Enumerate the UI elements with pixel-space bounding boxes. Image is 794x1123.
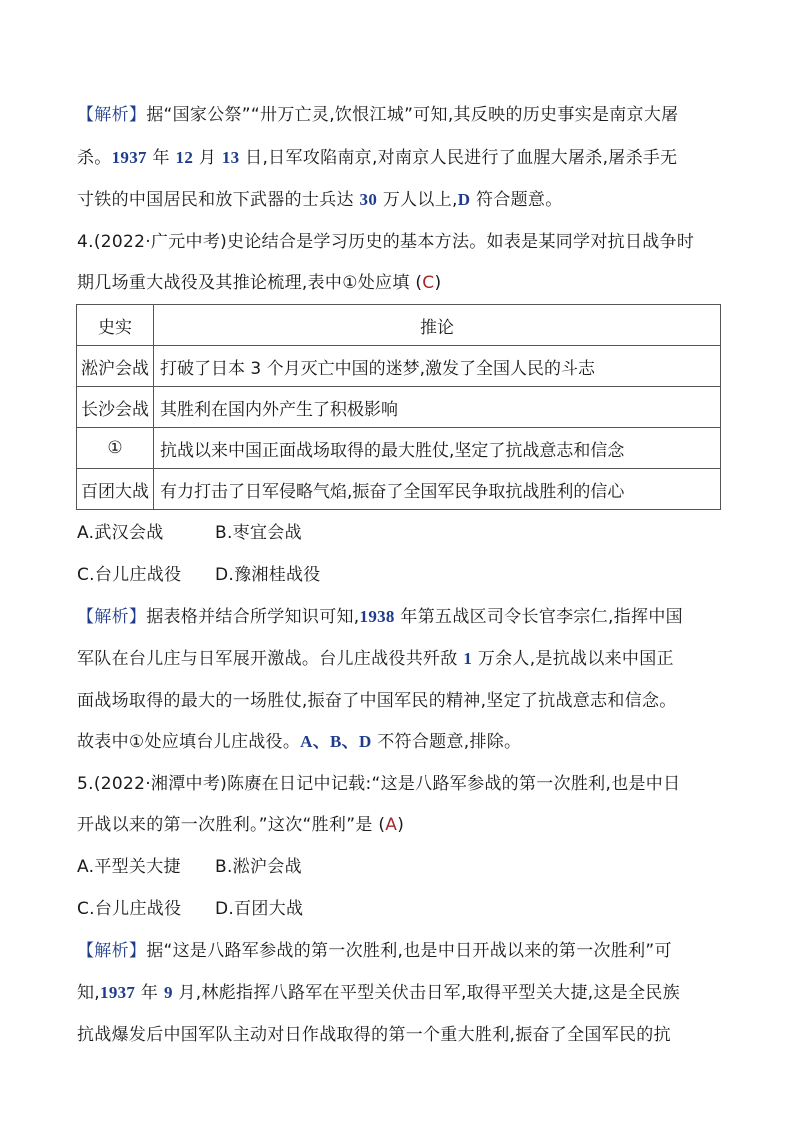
question-text: ) (397, 815, 405, 835)
table-cell: 打破了日本 3 个月灭亡中国的迷梦,激发了全国人民的斗志 (154, 346, 721, 387)
question-text: 5.(2022·湘潭中考)陈赓在日记中记载:“这是八路军参战的第一次胜利,也是中日 (77, 774, 681, 794)
count-number: 30 (359, 190, 378, 209)
question-4-stem (77, 271, 441, 295)
table-row (77, 428, 721, 469)
month-number: 12 (175, 148, 194, 167)
question-5-stem (77, 772, 680, 796)
option-letters: A、B、D (300, 732, 372, 751)
options-row (77, 521, 302, 545)
explanation-line (77, 188, 563, 212)
text-fragment: 不符合题意,排除。 (371, 732, 522, 752)
table-cell: 其胜利在国内外产生了积极影响 (154, 387, 721, 428)
table-cell: 长沙会战 (77, 387, 154, 428)
text-fragment: 抗战爆发后中国军队主动对日作战取得的第一个重大胜利,振奋了全国军民的抗 (77, 1025, 671, 1045)
explanation-line (77, 103, 678, 127)
text-fragment: 面战场取得的最大的一场胜仗,振奋了中国军民的精神,坚定了抗战意志和信念。 (77, 691, 677, 711)
question-text: 开战以来的第一次胜利。”这次“胜利”是 ( (77, 815, 386, 835)
text-fragment: 知, (77, 983, 101, 1003)
explanation-line (77, 981, 680, 1005)
question-text: 4.(2022·广元中考)史论结合是学习历史的基本方法。如表是某同学对抗日战争时 (77, 232, 695, 252)
option-b: B.淞沪会战 (215, 857, 302, 877)
options-row (77, 855, 302, 879)
question-text: ) (434, 273, 442, 293)
option-b: B.枣宜会战 (215, 523, 302, 543)
text-fragment: 日,日军攻陷南京,对南京人民进行了血腥大屠杀,屠杀手无 (239, 148, 678, 168)
table-cell: 淞沪会战 (77, 346, 154, 387)
text-fragment: 寸铁的中国居民和放下武器的士兵达 (77, 190, 360, 210)
text-fragment: 月,林彪指挥八路军在平型关伏击日军,取得平型关大捷,这是全民族 (172, 983, 680, 1003)
options-row (77, 897, 303, 921)
text-fragment: 杀。 (77, 148, 112, 168)
text-fragment: 符合题意。 (470, 190, 563, 210)
table-header-cell: 史实 (77, 305, 154, 346)
text-fragment: 据“这是八路军参战的第一次胜利,也是中日开战以来的第一次胜利”可 (146, 941, 672, 961)
text-fragment: 年 (146, 148, 176, 168)
text-fragment: 军队在台儿庄与日军展开激战。台儿庄战役共歼敌 (77, 649, 464, 669)
year-number: 1938 (359, 607, 395, 626)
question-4-stem (77, 230, 694, 254)
explanation-line (77, 1023, 671, 1047)
table-row (77, 346, 721, 387)
day-number: 13 (221, 148, 240, 167)
table-row (77, 469, 721, 510)
text-fragment: 年第五战区司令长官李宗仁,指挥中国 (394, 607, 683, 627)
explanation-line (77, 146, 677, 170)
explanation-line (77, 689, 677, 713)
explanation-tag: 【解析】 (77, 941, 147, 961)
explanation-line (77, 939, 672, 963)
question-5-stem (77, 813, 404, 837)
explanation-text: 据“国家公祭”“卅万亡灵,饮恨江城”可知,其反映的历史事实是南京大屠 (146, 105, 679, 125)
table-header-cell: 推论 (154, 305, 721, 346)
count-number: 1 (463, 649, 473, 668)
option-d: D.百团大战 (215, 899, 304, 919)
option-c: C.台儿庄战役 (77, 899, 182, 919)
answer-letter: C (422, 273, 435, 293)
question-text: 期几场重大战役及其推论梳理,表中①处应填 ( (77, 273, 423, 293)
explanation-line (77, 647, 674, 671)
option-a: A.武汉会战 (77, 523, 164, 543)
option-letter: D (457, 190, 471, 209)
explanation-tag: 【解析】 (77, 105, 147, 125)
month-number: 9 (163, 983, 173, 1002)
options-row (77, 563, 321, 587)
explanation-line (77, 605, 683, 629)
table-row (77, 387, 721, 428)
text-fragment: 月 (193, 148, 222, 168)
text-fragment: 据表格并结合所学知识可知, (146, 607, 360, 627)
table-cell: 抗战以来中国正面战场取得的最大胜仗,坚定了抗战意志和信念 (154, 428, 721, 469)
text-fragment: 故表中①处应填台儿庄战役。 (77, 732, 301, 752)
table-header-row (77, 305, 721, 346)
history-table (76, 304, 721, 510)
explanation-line (77, 730, 521, 754)
year-number: 1937 (100, 983, 136, 1002)
table-cell: 百团大战 (77, 469, 154, 510)
text-fragment: 万余人,是抗战以来中国正 (472, 649, 674, 669)
option-d: D.豫湘桂战役 (215, 565, 321, 585)
table-cell: 有力打击了日军侵略气焰,振奋了全国军民争取抗战胜利的信心 (154, 469, 721, 510)
option-a: A.平型关大捷 (77, 857, 181, 877)
explanation-tag: 【解析】 (77, 607, 147, 627)
text-fragment: 年 (135, 983, 164, 1003)
text-fragment: 万人以上, (377, 190, 458, 210)
year-number: 1937 (111, 148, 147, 167)
table-cell: ① (77, 428, 154, 469)
option-c: C.台儿庄战役 (77, 565, 182, 585)
answer-letter: A (385, 815, 398, 835)
